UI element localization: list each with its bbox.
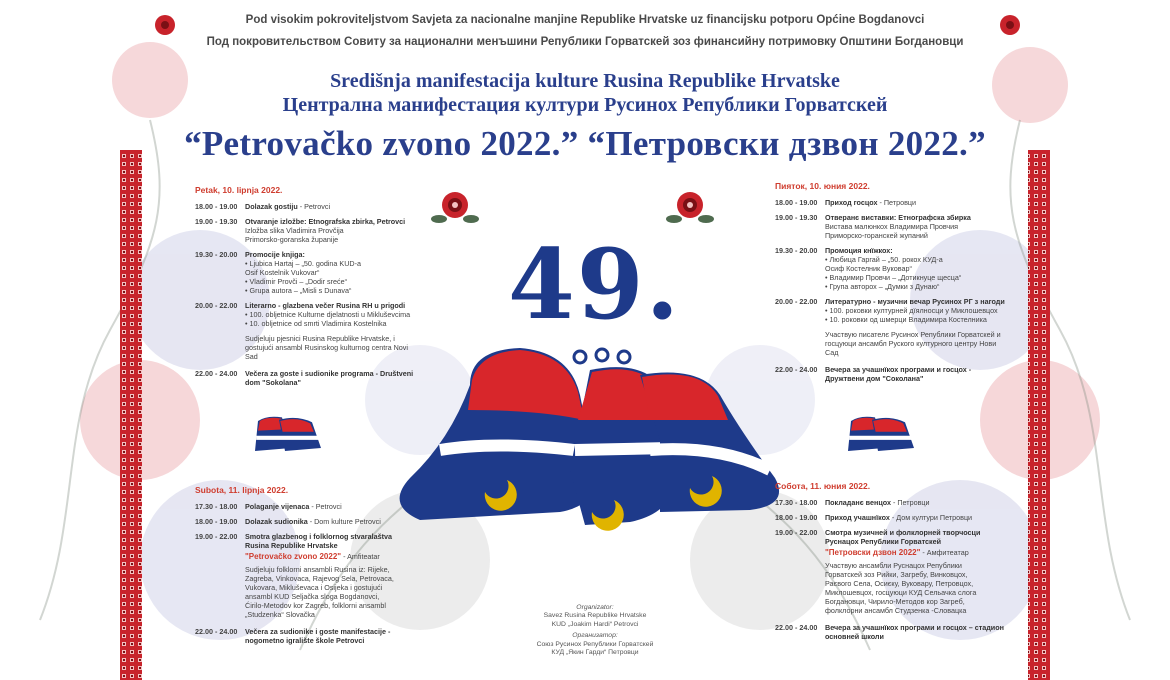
schedule-right-day2: [775, 482, 1010, 647]
list-item: 20.00 - 22.00 Литературно - музични вечар Русинох РГ з нагоди • 100. роковки културней дїялносци у Миклошевцох • 10. роковки од шмерци Владимира Костелника: [775, 297, 1005, 324]
day-heading: Petak, 10. lipnja 2022.: [195, 185, 283, 195]
event-name: "Petrovačko zvono 2022" - Amfiteatar: [245, 552, 380, 561]
note: Участвую ансамбли Руснацох Републики Горватскей зоз Рийки, Загребу, Винковцох, Раєвого Села, Осиєку, Вуковару, Петровцох, Миклошевцох, госцуюци КУД Сельачка слога Богдановци, Чирило-Методов кор Загреб, фолклорни ансамбл Студзенка -Словацка: [825, 561, 977, 615]
list-item: 18.00 - 19.00 Приход учашнїкох - Дом култури Петровци: [775, 513, 973, 522]
organizer-name-ru: Союз Русинох Републики Горватскей: [536, 640, 654, 648]
sponsor-line-hr: Pod visokim pokroviteljstvom Savjeta za nacionalne manjine Republike Hrvatske uz financijsku potporu Općine Bogdanovci: [245, 14, 925, 26]
sponsor-line-ru: Под покровительством Совиту за национални менъшини Републики Горватскей зоз финансийну потримовку Општини Богдановци: [206, 36, 964, 48]
embroidery-border-right: [1028, 150, 1050, 680]
embroidery-border-left: [120, 150, 142, 680]
list-item: 22.00 - 24.00 Večera za sudionike i goste manifestacije - nogometno igralište škole Petrovci: [195, 627, 391, 645]
main-title: “Petrovačko zvono 2022.” “Петровски дзвон 2022.”: [184, 124, 986, 163]
small-bells-logo-left: [255, 417, 321, 451]
list-item: 18.00 - 19.00 Dolazak gostiju - Petrovci: [195, 202, 331, 211]
list-item: 19.00 - 19.30 Otvaranje izložbe: Etnografska zbirka, Petrovci Izložba slika Vladimira Provčija Primorsko-goranska županije: [195, 217, 406, 244]
note: Sudjeluju folklorni ansambli Rusina iz: Rijeke, Zagreba, Vinkovaca, Rajevog Sela, Petrovaca, Vukovara, Mikluševaca i Osijeka i gostujući ansambl KUD Seljačka sloga Bogdanovci, Ćirilo-Metodov kor Zagreb, folklorni ansambl „Studzenka“ Slovačka: [245, 565, 394, 619]
rose-ornament-left: [431, 192, 479, 223]
organizer-club-hr: KUD „Joakim Hardi“ Petrovci: [551, 620, 639, 628]
schedule-left-day2: [195, 486, 415, 651]
day-heading: Subota, 11. lipnja 2022.: [195, 485, 289, 495]
list-item: 17.30 - 18.00 Покладанє венцох - Петровци: [775, 498, 930, 507]
organizer-label-ru: Организатор:: [572, 632, 618, 640]
list-item: 19.00 - 19.30 Отверанє виставки: Етнографска збирка Вистава малюнкох Владимира Провчия Приморско-горанскей жупаний: [775, 213, 971, 240]
list-item: 19.00 - 22.00 Смотра музичней и фолклорней творчосци Руснацох Републики Горватскей: [775, 528, 981, 546]
list-item: 17.30 - 18.00 Polaganje vijenaca - Petrovci: [195, 502, 342, 511]
rose-ornament-right: [666, 192, 714, 223]
organizer-block: [510, 604, 680, 657]
list-item: 22.00 - 24.00 Вечера за учашнїкох програми и госцох - Дружтвени дом "Соколана": [775, 365, 972, 383]
note: Участвую писателє Русинох Републики Горватскей и госцуюци ансамбл Руского културного центру Нови Сад: [825, 330, 1001, 357]
schedule-right-day1: [775, 182, 1010, 389]
edition-number: 49.: [508, 228, 682, 341]
subtitle-ru: Централна манифестация култури Русинох Републики Горватскей: [282, 94, 888, 116]
list-item: 19.00 - 22.00 Smotra glazbenog i folklornog stvaralaštva Rusina Republike Hrvatske: [195, 532, 392, 550]
schedule-left-day1: [195, 186, 415, 393]
organizer-name-hr: Savez Rusina Republike Hrvatske: [543, 612, 647, 620]
list-item: 20.00 - 22.00 Literarno - glazbena večer Rusina RH u prigodi • 100. obljetnice Kulturne djelatnosti u Mikluševcima • 10. obljetnice od smrti Vladimira Kostelnika: [195, 301, 411, 328]
organizer-club-ru: КУД „Якин Гарди“ Петровци: [551, 649, 639, 657]
list-item: 22.00 - 24.00 Вечера за учашнїкох програми и госцох – стадион основней школи: [775, 623, 1004, 641]
list-item: 18.00 - 19.00 Приход госцох - Петровци: [775, 198, 917, 207]
organizer-label-hr: Organizator:: [576, 604, 614, 611]
subtitle-hr: Središnja manifestacija kulture Rusina Republike Hrvatske: [330, 70, 840, 92]
list-item: 18.00 - 19.00 Dolazak sudionika - Dom kulture Petrovci: [195, 517, 381, 526]
event-name: "Петровски дзвон 2022" - Амфитеатар: [825, 548, 969, 557]
small-bells-logo-right: [848, 417, 914, 451]
day-heading: Собота, 11. юния 2022.: [775, 481, 871, 491]
note: Sudjeluju pjesnici Rusina Republike Hrvatske, i gostujući ansambl Rusinskog kulturnog centra Novi Sad: [245, 334, 408, 361]
day-heading: Пияток, 10. юния 2022.: [775, 181, 870, 191]
list-item: 19.30 - 20.00 Promocije knjiga: • Ljubica Hartaj – „50. godina KUD-a Osif Kostelnik Vukovar“ • Vladimir Provči – „Dodir sreće“ • Grupa autora – „Misli s Dunava“: [195, 250, 361, 295]
list-item: 22.00 - 24.00 Večera za goste i sudionike programa - Društveni dom "Sokolana": [195, 369, 414, 387]
list-item: 19.30 - 20.00 Промоция кнїжкох: • Любица Гаргай – „50. рокох КУД-а Осиф Костелник Вуковар“ • Владимир Провчи – „Дотикнуце щесца“ • Група авторох – „Думки з Дунаю“: [775, 246, 962, 291]
